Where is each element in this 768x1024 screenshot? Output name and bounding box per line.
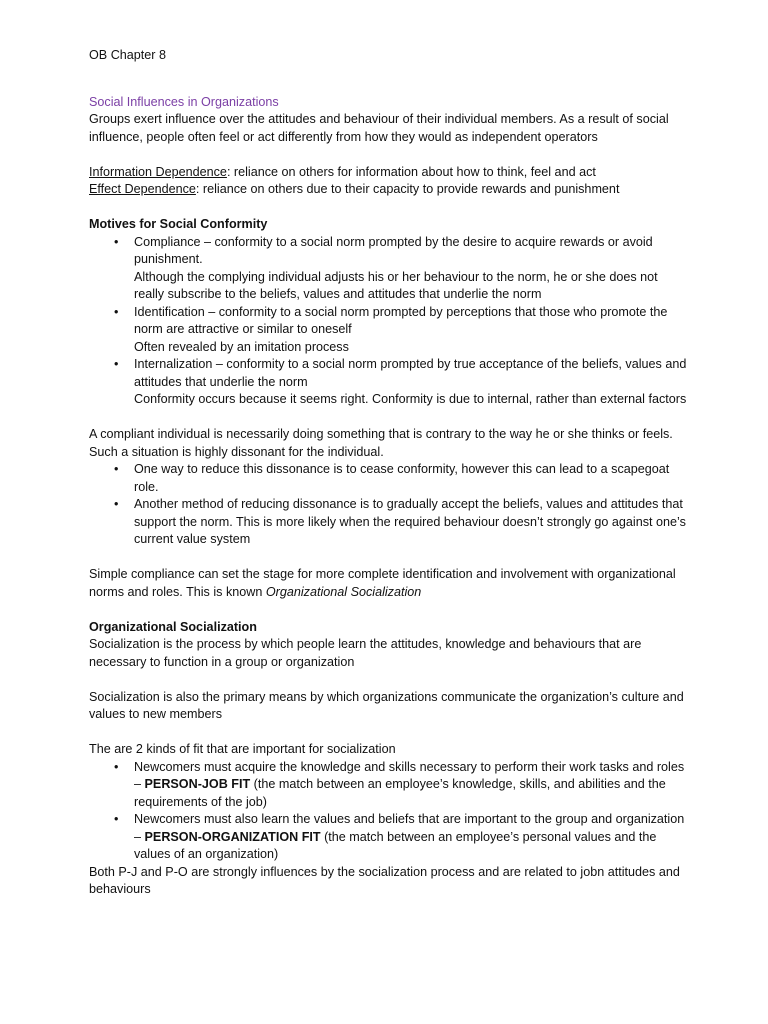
bullet-icon: • [114,497,119,511]
effect-dependence-definition: : reliance on others due to their capacity to provide rewards and punishment [195,182,620,196]
motives-list [89,234,689,409]
list-item-subtext: Although the complying individual adjusts his or her behaviour to the norm, he or she does not really subscribe to the beliefs, values and attitudes that underlie the norm [134,269,658,301]
fit-intro: The are 2 kinds of fit that are important for socialization [89,742,396,756]
fit-term: PERSON-JOB FIT [144,777,251,791]
list-item-compliance [89,234,689,304]
list-item-person-organization-fit [89,811,689,864]
bullet-icon: • [114,357,119,371]
list-item-identification [89,304,689,357]
list-item-text: Another method of reducing dissonance is to gradually accept the beliefs, values and attitudes that support the norm. This is more likely when the required behaviour doesn’t strongly go against one’s current value system [134,497,686,546]
information-dependence-line [89,164,689,182]
list-item-internalization [89,356,689,409]
bullet-icon: • [114,234,119,249]
socialization-culture-paragraph: Socialization is also the primary means by which organizations communicate the organization’s culture and values to new members [89,689,684,721]
fit-definition: (the match between an employee’s personal values and the values of an organization) [134,829,657,861]
fit-term: PERSON-ORGANIZATION FIT [144,829,321,844]
social-influence-paragraph: Groups exert influence over the attitudes and behaviour of their individual members. As a result of social influence, people often feel or act differently from how they would as independent operators [89,112,669,144]
list-item-text: One way to reduce this dissonance is to cease conformity, however this can lead to a scapegoat role. [134,462,670,494]
list-item-subtext: Often revealed by an imitation process [134,339,349,354]
list-item-text: Internalization – conformity to a social norm prompted by true acceptance of the beliefs, values and attitudes that underlie the norm [134,357,687,389]
org-socialization-heading: Organizational Socialization [89,619,257,634]
motives-heading: Motives for Social Conformity [89,217,268,231]
list-item-text: Newcomers must also learn the values and beliefs that are important to the group and organization – [134,812,685,844]
section-heading-social-influences: Social Influences in Organizations [89,94,279,109]
list-item [89,461,689,496]
information-dependence-term: Information Dependence [89,164,227,179]
fit-definition: (the match between an employee’s knowledge, skills, and abilities and the requirements of the job) [134,777,666,809]
bullet-icon: • [114,759,119,774]
closing-paragraph: Both P-J and P-O are strongly influences by the socialization process and are related to jobn attitudes and behaviours [89,864,680,896]
list-item-person-job-fit [89,759,689,812]
list-item-text: Compliance – conformity to a social norm prompted by the desire to acquire rewards or avoid punishment. [134,234,653,266]
bullet-icon: • [114,304,119,319]
list-item-subtext: Conformity occurs because it seems right. Conformity is due to internal, rather than external factors [134,392,687,406]
list-item-text: Newcomers must acquire the knowledge and skills necessary to perform their work tasks and roles – [134,759,685,791]
document-title: OB Chapter 8 [89,48,167,62]
list-item [89,496,689,549]
compliance-italic-term: Organizational Socialization [265,584,422,599]
list-item-text: Identification – conformity to a social norm prompted by perceptions that those who promote the norm are attractive or similar to oneself [134,304,668,336]
bullet-icon: • [114,462,119,476]
dissonance-paragraph: A compliant individual is necessarily doing something that is contrary to the way he or she thinks or feels. Such a situation is highly dissonant for the individual. [89,427,673,459]
fit-list [89,759,689,864]
information-dependence-definition: : reliance on others for information about how to think, feel and act [226,164,596,179]
compliance-paragraph [89,566,689,601]
document-body [89,47,689,899]
socialization-definition: Socialization is the process by which people learn the attitudes, knowledge and behaviours that are necessary to function in a group or organization [89,637,642,669]
compliance-text: Simple compliance can set the stage for more complete identification and involvement with organizational norms and roles. This is known [89,567,676,599]
bullet-icon: • [114,812,119,826]
dissonance-list [89,461,689,549]
effect-dependence-line [89,181,689,199]
effect-dependence-term: Effect Dependence [89,182,196,196]
